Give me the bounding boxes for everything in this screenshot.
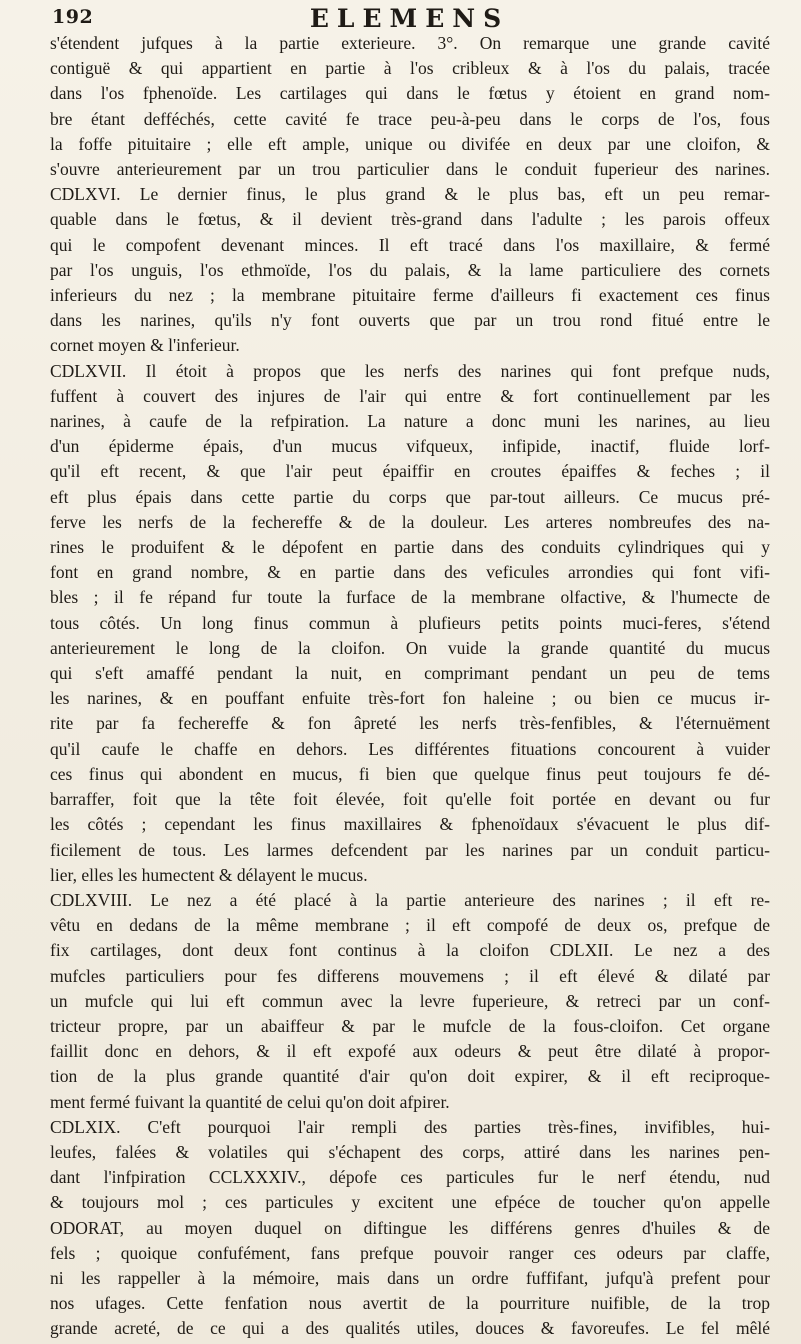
text-line: d'un épiderme épais, d'un mucus vifqueux, infipide, inactif, fluide lorf- (50, 436, 770, 457)
page-header (52, 4, 767, 33)
text-line: par l'os unguis, l'os ethmoïde, l'os du palais, & la lame particuliere des cornets (50, 259, 770, 280)
text-line: fels ; quoique confufément, fans prefque pouvoir ranger ces odeurs par claffe, (50, 1242, 770, 1263)
text-line: rite par fa fechereffe & fon âpreté les nerfs très-fenfibles, & l'éternuëment (50, 713, 770, 734)
text-line: ODORAT, au moyen duquel on diftingue les différens genres d'huiles & de (50, 1217, 770, 1238)
text-line: bre étant defféchés, cette cavité fe trace peu-à-peu dans le corps de l'os, fous (50, 108, 770, 129)
text-line: dans l'os fphenoïde. Les cartilages qui dans le fœtus y étoient en grand nom- (50, 83, 770, 104)
text-line: qui s'eft amaffé pendant la nuit, en comprimant pendant un peu de tems (50, 663, 770, 684)
text-line: faillit donc en dehors, & il eft expofé aux odeurs & peut être dilaté à propor- (50, 1041, 770, 1062)
text-line: mufcles particuliers pour fes differens mouvemens ; il eft élevé & dilaté par (50, 965, 770, 986)
text-line: leufes, falées & volatiles qui s'échapent des corps, attiré dans les narines pen- (50, 1141, 770, 1162)
text-line: anterieurement le long de la cloifon. On vuide la grande quantité du mucus (50, 637, 770, 658)
page-number: 192 (52, 6, 94, 28)
text-line: contiguë & qui appartient en partie à l'os cribleux & à l'os du palais, tracée (50, 58, 770, 79)
text-line: CDLXVI. Le dernier finus, le plus grand & le plus bas, eft un peu remar- (50, 184, 770, 205)
text-line: tous côtés. Un long finus commun à plufieurs petits points muci-feres, s'étend (50, 612, 770, 633)
text-line: qu'il caufe le chaffe en dehors. Les différentes fituations concourent à vuider (50, 738, 770, 759)
text-line: tion de la plus grande quantité d'air qu'on doit expirer, & il eft reciproque- (50, 1066, 770, 1087)
text-line: vêtu en dedans de la même membrane ; il eft compofé de deux os, prefque de (50, 915, 770, 936)
text-line: s'ouvre anterieurement par un trou particulier dans le conduit fuperieur des narines. (50, 159, 770, 180)
text-line: qui le compofent devenant minces. Il eft tracé dans l'os maxillaire, & fermé (50, 234, 770, 255)
text-line: barraffer, foit que la tête foit élevée, foit qu'elle foit portée en devant ou fur (50, 789, 770, 810)
text-line: lier, elles les humectent & délayent le mucus. (50, 864, 368, 885)
text-line: ces finus qui abondent en mucus, fi bien que quelque finus peut toujours fe dé- (50, 763, 770, 784)
text-line: ferve les nerfs de la fechereffe & de la douleur. Les arteres nombreufes des na- (50, 511, 770, 532)
text-line: narines, à caufe de la refpiration. La nature a donc muni les narines, au lieu (50, 411, 770, 432)
text-line: quable dans le fœtus, & il devient très-grand dans l'adulte ; les parois offeux (50, 209, 770, 230)
text-line: grande acreté, de ce qui a des qualités utiles, douces & favoreufes. Le fel mêlé (50, 1318, 770, 1339)
text-line: font en grand nombre, & en partie dans des veficules arrondies qui font vifi- (50, 562, 770, 583)
text-line: qu'il eft recent, & que l'air peut épaiffir en croutes épaiffes & feches ; il (50, 461, 770, 482)
text-line: ment fermé fuivant la quantité de celui qu'on doit afpirer. (50, 1091, 450, 1112)
text-line: eft plus épais dans cette partie du corps que par-tout ailleurs. Ce mucus pré- (50, 486, 770, 507)
text-line: la foffe pituitaire ; elle eft ample, unique ou divifée en deux par une cloifon, & (50, 133, 770, 154)
text-line: rines le produifent & le dépofent en partie dans des conduits cylindriques qui y (50, 537, 770, 558)
text-line: les côtés ; cependant les finus maxillaires & fphenoïdaux s'évacuent le plus dif- (50, 814, 770, 835)
text-line: CDLXVII. Il étoit à propos que les nerfs des narines qui font prefque nuds, (50, 360, 770, 381)
text-line: fuffent à couvert des injures de l'air qui entre & fort continuellement par les (50, 385, 770, 406)
text-line: nos ufages. Cette fenfation nous avertit de la pourriture nuifible, de la trop (50, 1293, 770, 1314)
text-line: tricteur propre, par un abaiffeur & par le mufcle de la fous-cloifon. Cet organe (50, 1015, 770, 1036)
text-line: dant l'infpiration CCLXXXIV., dépofe ces particules fur le nerf étendu, nud (50, 1167, 770, 1188)
text-line: s'étendent jufques à la partie exterieure. 3°. On remarque une grande cavité (50, 33, 770, 53)
text-line: les narines, & en pouffant enfuite très-fort fon haleine ; ou bien ce mucus ir- (50, 688, 770, 709)
text-line: bles ; il fe répand fur toute la furface de la membrane olfactive, & l'humecte de (50, 587, 770, 608)
text-line: ni les rappeller à la mémoire, mais dans un ordre fuffifant, jufqu'à prefent pour (50, 1267, 770, 1288)
text-line: & toujours mol ; ces particules y excitent une efpéce de toucher qu'on appelle (50, 1192, 770, 1213)
text-line: CDLXIX. C'eft pourquoi l'air rempli des parties très-fines, invifibles, hui- (50, 1116, 770, 1137)
text-line: ficilement de tous. Les larmes defcendent par les narines par un conduit particu- (50, 839, 770, 860)
text-line: dans les narines, qu'ils n'y font ouverts que par un trou rond fitué entre le (50, 310, 770, 331)
text-line: cornet moyen & l'inferieur. (50, 335, 240, 356)
text-line: CDLXVIII. Le nez a été placé à la partie anterieure des narines ; il eft re- (50, 889, 770, 910)
body-text (50, 31, 770, 1342)
text-line: un mufcle qui lui eft commun avec la levre fuperieure, & retreci par un conf- (50, 990, 770, 1011)
running-title: ELEMENS (309, 4, 510, 33)
text-line: fix cartilages, dont deux font continus à la cloifon CDLXII. Le nez a des (50, 940, 770, 961)
text-line: inferieurs du nez ; la membrane pituitaire ferme d'ailleurs fi exactement ces finus (50, 285, 770, 306)
